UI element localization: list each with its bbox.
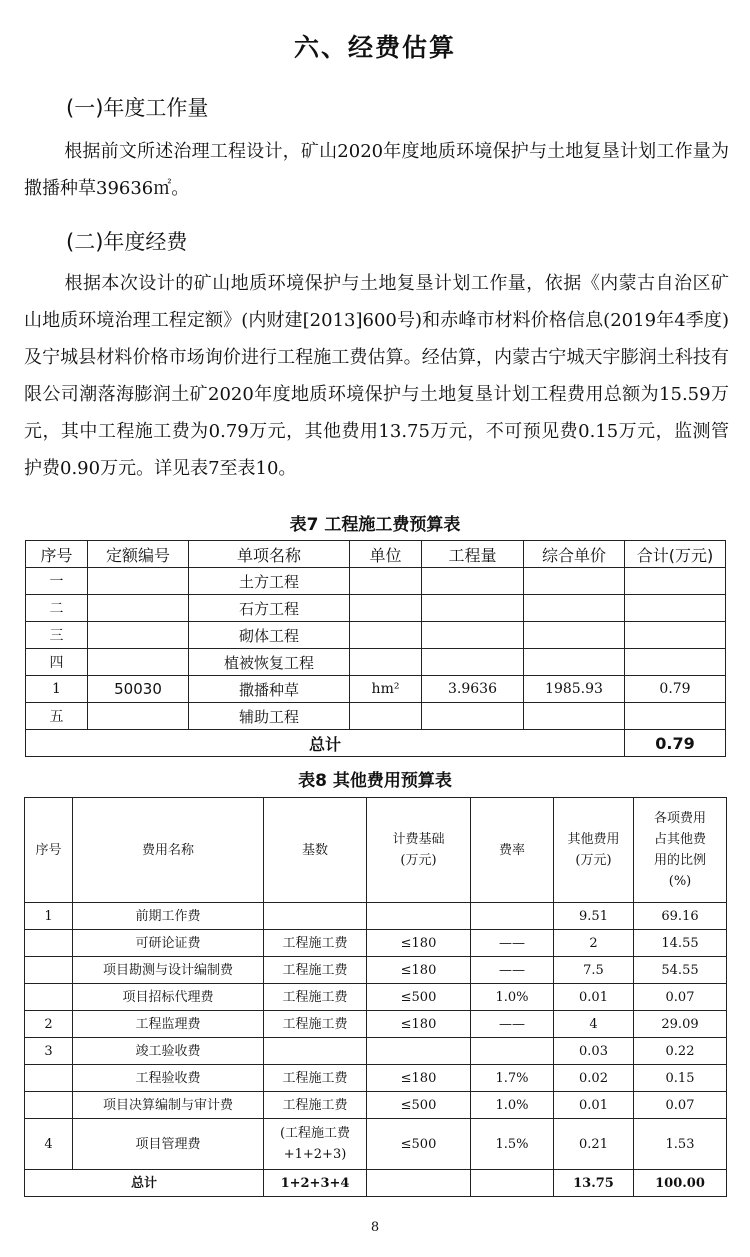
- table8-cell: 54.55: [634, 957, 727, 984]
- table8-cell: ≤500: [367, 1119, 471, 1170]
- table7-cell: [422, 622, 524, 649]
- table7-cell: 五: [26, 703, 88, 730]
- table8-cell: 4: [554, 1011, 634, 1038]
- table8-row: [25, 1092, 727, 1119]
- table8-row: [25, 984, 727, 1011]
- table8-cell: ≤500: [367, 1092, 471, 1119]
- table8-cell: [471, 903, 554, 930]
- table8-cell: 项目决算编制与审计费: [73, 1092, 264, 1119]
- table7-cell: [422, 649, 524, 676]
- table7-cell: [625, 622, 726, 649]
- table7-cell: [350, 568, 422, 595]
- table8-header-cell: 计费基础 (万元): [367, 798, 471, 903]
- paragraph-workload-text: 根据前文所述治理工程设计，矿山2020年度地质环境保护与土地复垦计划工作量为撒播种草39636㎡。: [24, 141, 729, 199]
- subsection-title-workload: (一)年度工作量: [66, 96, 209, 120]
- table8-cell: [471, 1038, 554, 1065]
- table8-cell: 2: [554, 930, 634, 957]
- table7-cell: [350, 622, 422, 649]
- table7-cell: [350, 595, 422, 622]
- table8-cell: ≤180: [367, 1011, 471, 1038]
- table8-row: [25, 903, 727, 930]
- table7-cell: 撒播种草: [189, 676, 350, 703]
- table8-cell: 2: [25, 1011, 73, 1038]
- table7-cell: 50030: [88, 676, 189, 703]
- table7-cell: [422, 595, 524, 622]
- table8-cell: 1.53: [634, 1119, 727, 1170]
- table8-cell: 3: [25, 1038, 73, 1065]
- section-heading: 六、经费估算: [293, 33, 456, 62]
- table8-cell: [264, 903, 367, 930]
- table7-cell: 0.79: [625, 676, 726, 703]
- paragraph-budget: [24, 265, 729, 487]
- table8-cell: 工程监理费: [73, 1011, 264, 1038]
- table7-cell: [350, 703, 422, 730]
- table8-caption: 表8 其他费用预算表: [298, 771, 452, 791]
- table8-total-basis: 1+2+3+4: [264, 1170, 367, 1197]
- table8-cell: 1.5%: [471, 1119, 554, 1170]
- table8-cell: 14.55: [634, 930, 727, 957]
- table8-cell: 工程施工费: [264, 1065, 367, 1092]
- table7-cell: [350, 649, 422, 676]
- table8-row: [25, 1119, 727, 1170]
- paragraph-workload: [24, 133, 729, 207]
- table7-cell: hm²: [350, 676, 422, 703]
- table8-cell: 0.15: [634, 1065, 727, 1092]
- table8-cell: [25, 984, 73, 1011]
- table7-cell: [88, 595, 189, 622]
- table8-cell: 9.51: [554, 903, 634, 930]
- table8-cell: 工程施工费: [264, 1092, 367, 1119]
- table7-header-cell: 单项名称: [189, 541, 350, 568]
- table8-cell: 0.22: [634, 1038, 727, 1065]
- table7-cell: [88, 568, 189, 595]
- table7-header-cell: 单位: [350, 541, 422, 568]
- table8-cell: 69.16: [634, 903, 727, 930]
- table8-cell: (工程施工费 +1+2+3): [264, 1119, 367, 1170]
- table8-cell: 工程验收费: [73, 1065, 264, 1092]
- table7-cell: [524, 568, 625, 595]
- table8-cell: 0.07: [634, 984, 727, 1011]
- table8-cell: [25, 957, 73, 984]
- table8-cell: ≤180: [367, 957, 471, 984]
- table8-cell: 4: [25, 1119, 73, 1170]
- table8-row: [25, 1065, 727, 1092]
- table7-row: [26, 622, 726, 649]
- table8-cell: 0.07: [634, 1092, 727, 1119]
- table8-cell: 0.01: [554, 1092, 634, 1119]
- table8-cell: 工程施工费: [264, 930, 367, 957]
- table8-total-empty: [367, 1170, 471, 1197]
- table8-cell: 工程施工费: [264, 957, 367, 984]
- table7-cell: [88, 622, 189, 649]
- table8-cell: [367, 1038, 471, 1065]
- table8-cell: 项目管理费: [73, 1119, 264, 1170]
- table8-cell: ≤180: [367, 930, 471, 957]
- table8-cell: ≤500: [367, 984, 471, 1011]
- table8-cell: 工程施工费: [264, 1011, 367, 1038]
- table7-caption: 表7 工程施工费预算表: [289, 515, 461, 535]
- table7-row: [26, 703, 726, 730]
- table7-row: [26, 676, 726, 703]
- table7-row: [26, 649, 726, 676]
- table7-cell: 辅助工程: [189, 703, 350, 730]
- table7-total-row: [26, 730, 726, 757]
- table7-header-row: [26, 541, 726, 568]
- table7-cell: [88, 649, 189, 676]
- page-number: 8: [370, 1220, 380, 1235]
- table7-header-cell: 综合单价: [524, 541, 625, 568]
- table7-cell: [625, 703, 726, 730]
- subsection-title-budget: (二)年度经费: [66, 230, 188, 254]
- table8-header-cell: 其他费用 (万元): [554, 798, 634, 903]
- table8-cell: ——: [471, 1011, 554, 1038]
- table7-total-value: 0.79: [625, 730, 726, 757]
- table7-cell: 砌体工程: [189, 622, 350, 649]
- table8-cell: ——: [471, 957, 554, 984]
- table8-cell: 29.09: [634, 1011, 727, 1038]
- paragraph-budget-text: 根据本次设计的矿山地质环境保护与土地复垦计划工作量，依据《内蒙古自治区矿山地质环境治理工程定额》(内财建[2013]600号)和赤峰市材料价格信息(2019年4季度)及宁城县材料价格市场询价进行工程施工费估算。经估算，内蒙古宁城天宇膨润土科技有限公司潮落海膨润土矿2020年度地质环境保护与土地复垦计划工程费用总额为15.59万元，其中工程施工费为0.79万元，其他费用13.75万元，不可预见费0.15万元，监测管护费0.90万元。详见表7至表10。: [24, 273, 729, 479]
- table8-cell: ≤180: [367, 1065, 471, 1092]
- table7-cell: [524, 703, 625, 730]
- table7-cell: [422, 568, 524, 595]
- table8-total-fee: 13.75: [554, 1170, 634, 1197]
- table8-cell: 工程施工费: [264, 984, 367, 1011]
- table7-cell: [625, 595, 726, 622]
- other-cost-table: [24, 797, 727, 1197]
- table8-total-empty: [471, 1170, 554, 1197]
- table8-total-label: 总计: [25, 1170, 264, 1197]
- table8-row: [25, 930, 727, 957]
- table7-cell: 1: [26, 676, 88, 703]
- table8-header-cell: 各项费用 占其他费 用的比例 (%): [634, 798, 727, 903]
- table7-cell: 1985.93: [524, 676, 625, 703]
- table8-cell: 0.21: [554, 1119, 634, 1170]
- table7-cell: [524, 622, 625, 649]
- table8-header-cell: 费用名称: [73, 798, 264, 903]
- table8-cell: [367, 903, 471, 930]
- table7-cell: [88, 703, 189, 730]
- table7-header-cell: 合计(万元): [625, 541, 726, 568]
- table7-cell: 3.9636: [422, 676, 524, 703]
- table8-cell: 竣工验收费: [73, 1038, 264, 1065]
- table7-cell: 一: [26, 568, 88, 595]
- table8-cell: 1.7%: [471, 1065, 554, 1092]
- table8-row: [25, 957, 727, 984]
- table7-cell: 三: [26, 622, 88, 649]
- table8-header-cell: 费率: [471, 798, 554, 903]
- table8-cell: 项目勘测与设计编制费: [73, 957, 264, 984]
- table8-cell: 0.03: [554, 1038, 634, 1065]
- table8-total-row: [25, 1170, 727, 1197]
- table8-row: [25, 1038, 727, 1065]
- construction-cost-table: [25, 540, 726, 757]
- table8-total-ratio: 100.00: [634, 1170, 727, 1197]
- table8-cell: 1.0%: [471, 984, 554, 1011]
- table8-header-row: [25, 798, 727, 903]
- table8-header-cell: 序号: [25, 798, 73, 903]
- table8-cell: 1: [25, 903, 73, 930]
- table7-cell: 石方工程: [189, 595, 350, 622]
- table7-cell: 土方工程: [189, 568, 350, 595]
- table7-cell: 二: [26, 595, 88, 622]
- table8-cell: 项目招标代理费: [73, 984, 264, 1011]
- table7-row: [26, 568, 726, 595]
- table7-header-cell: 定额编号: [88, 541, 189, 568]
- table7-header-cell: 序号: [26, 541, 88, 568]
- table7-total-label: 总计: [26, 730, 625, 757]
- table8-cell: 1.0%: [471, 1092, 554, 1119]
- table8-row: [25, 1011, 727, 1038]
- table8-cell: 0.02: [554, 1065, 634, 1092]
- table8-cell: 7.5: [554, 957, 634, 984]
- table7-cell: [625, 568, 726, 595]
- table8-cell: [25, 1092, 73, 1119]
- table8-cell: 可研论证费: [73, 930, 264, 957]
- table8-header-cell: 基数: [264, 798, 367, 903]
- table7-cell: [625, 649, 726, 676]
- table8-cell: [25, 1065, 73, 1092]
- table8-cell: [25, 930, 73, 957]
- table7-row: [26, 595, 726, 622]
- table7-cell: 四: [26, 649, 88, 676]
- table8-cell: ——: [471, 930, 554, 957]
- table7-cell: [524, 649, 625, 676]
- table7-cell: [422, 703, 524, 730]
- table7-cell: 植被恢复工程: [189, 649, 350, 676]
- table7-cell: [524, 595, 625, 622]
- table7-header-cell: 工程量: [422, 541, 524, 568]
- table8-cell: 0.01: [554, 984, 634, 1011]
- table8-cell: 前期工作费: [73, 903, 264, 930]
- table8-cell: [264, 1038, 367, 1065]
